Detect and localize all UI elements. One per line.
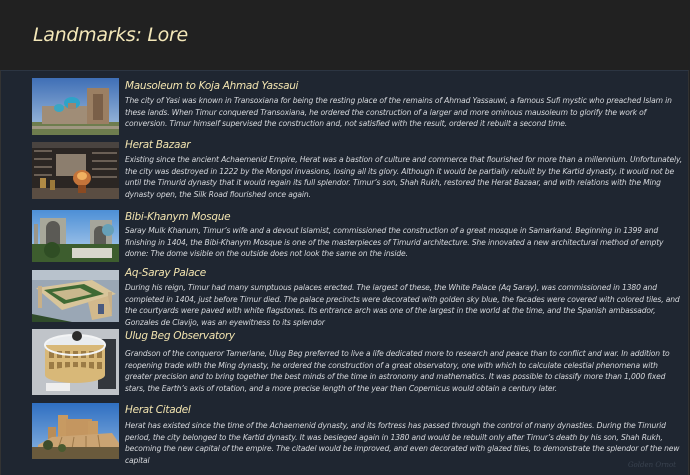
entry-description: Grandson of the conqueror Tamerlane, Ulug Beg preferred to live a life dedicated more to research and peace than to conflict and war. In addition to reopening trade with the Ming dynasty, he ordered the construction of a great observatory, one with which to calculate celestial phenomena with greater precision and to bring together the best minds of the time in astronomy and mathematics. It was possible to classify more than 1,000 fixed stars, the Earth’s axis of rotation, and a more precise length of the year than Copernicus would obtain a century later. (125, 349, 670, 393)
entry-description: Existing since the ancient Achaemenid Empire, Herat was a bastion of culture and commerce that flourished for more than a millennium. Unfortunately, the city was destroyed in 1222 by the Mongol invasions, losing all its glory. Although it would be partially rebuilt by the Kartid dynasty, it would not be until the Timurid dynasty that it would regain its full splendor. Timur’s son, Shah Rukh, restored the Herat Bazaar, and with relations with the Ming dynasty open, the Silk Road flourished once again. (125, 155, 683, 199)
entry-description: Saray Mulk Khanum, Timur’s wife and a devout Islamist, commissioned the construction of a great mosque in Samarkand. Beginning in 1399 and finishing in 1404, the Bibi-Khanym Mosque is one of the masterpieces of Timurid architecture. She innovated a new architectural method of empty dome: The dome visible on the outside does not look the same on the inside. (125, 226, 664, 259)
entry-description: Herat has existed since the time of the Achaemenid dynasty, and its fortress has passed through the control of many dynasties. During the Timurid period, the city belonged to the Kartid dynasty. It was besieged again in 1380 and would be rebuilt only after Timur’s death by his son, Shah Rukh, becoming the new capital of the empire. The citadel would be improved, and even decorated with glazed tiles, to demonstrate the splendor of the new capital (125, 421, 680, 465)
entry-title: Bibi-Khanym Mosque (125, 211, 231, 223)
entry-title: Aq-Saray Palace (125, 267, 206, 279)
mosque-photo (32, 210, 119, 262)
page-title: Landmarks: Lore (33, 24, 188, 46)
citadel-photo (32, 403, 119, 459)
entry-description: During his reign, Timur had many sumptuous palaces erected. The largest of these, the White Palace (Aq Saray), was commissioned in 1380 and completed in 1404, just before Timur died. The palace precincts were decorated with golden sky blue, the facades were covered with colored tiles, and the courtyards were paved with white flagstones. Its entrance arch was one of the largest in the world at the time, and the Spanish ambassador, Gonzales de Clavijo, was an eyewitness to its splendor (125, 283, 680, 327)
lore-panel (0, 70, 689, 475)
entry-title: Herat Bazaar (125, 139, 191, 151)
watermark: Golden Ornot (627, 461, 676, 469)
entry-description: The city of Yasi was known in Transoxiana for being the resting place of the remains of Ahmad Yassauwi, a famous Sufi mystic who preached Islam in these lands. When Timur conquered Transoxiana, he ordered the construction of a larger and more ominous mausoleum to glorify the work of conversion. Timur himself supervised the construction and, not satisfied with the result, ordered it rebuilt a second time. (125, 96, 672, 129)
entry-title: Ulug Beg Observatory (125, 330, 235, 342)
header (0, 0, 690, 70)
entry-title: Mausoleum to Koja Ahmad Yassaui (125, 80, 299, 92)
observatory-model (32, 329, 119, 395)
mausoleum-photo (32, 78, 119, 135)
bazaar-photo (32, 142, 119, 199)
entry-title: Herat Citadel (125, 404, 191, 416)
palace-render (32, 270, 119, 322)
